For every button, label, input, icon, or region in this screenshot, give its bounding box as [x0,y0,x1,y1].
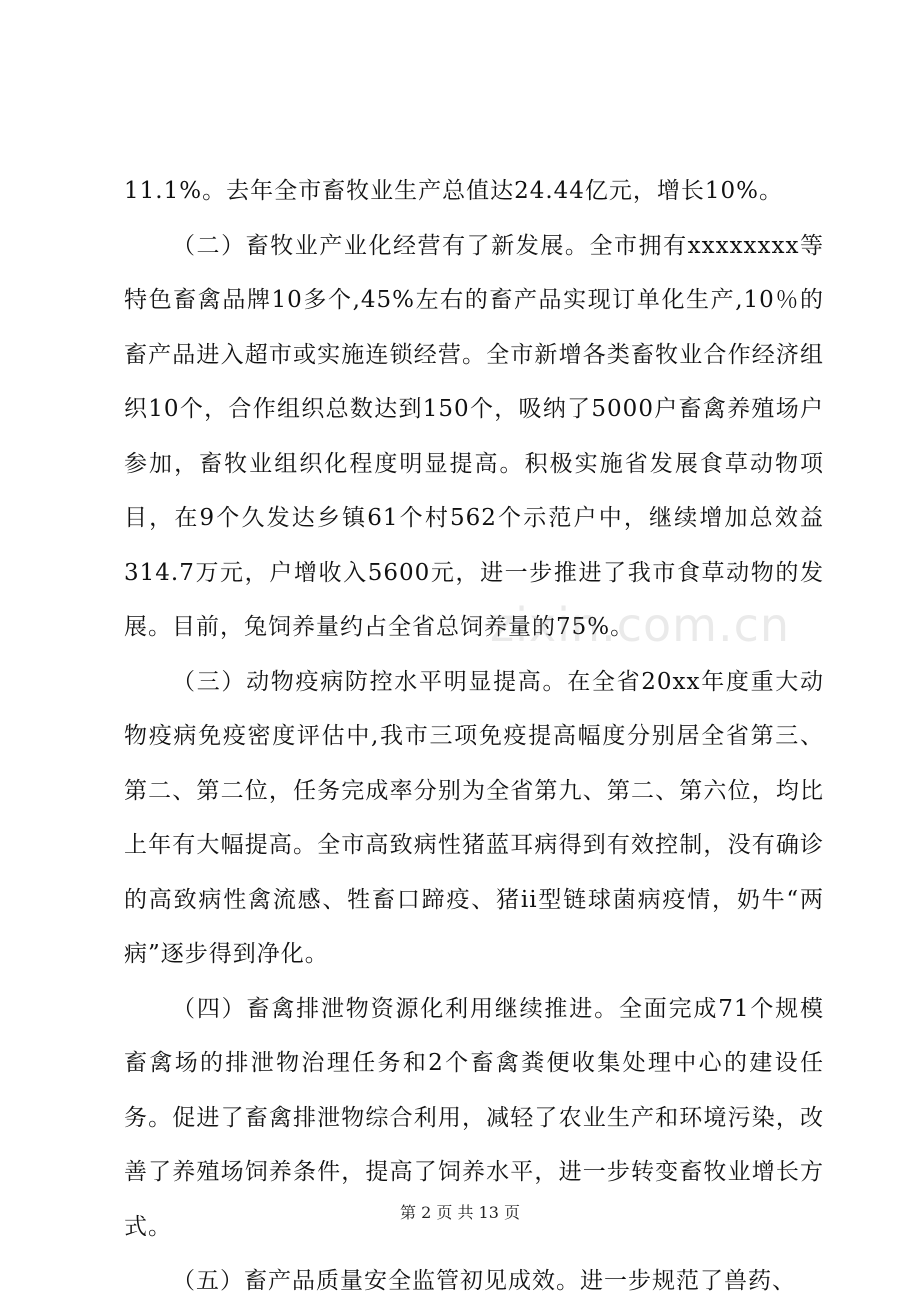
paragraph-section-2: （二）畜牧业产业化经营有了新发展。全市拥有xxxxxxxx等特色畜禽品牌10多个,45%左右的畜产品实现订单化生产,10％的畜产品进入超市或实施连锁经营。全市新增各类畜牧业合作经济组织10个，合作组织总数达到150个，吸纳了5000户畜禽养殖场户参加，畜牧业组织化程度明显提高。积极实施省发展食草动物项目，在9个久发达乡镇61个村562个示范户中，继续增加总效益314.7万元，户增收入5600元，进一步推进了我市食草动物的发展。目前，兔饲养量约占全省总饲养量的75%。 [124,232,824,640]
paragraph-section-3: （三）动物疫病防控水平明显提高。在全省20xx年度重大动物疫病免疫密度评估中,我市三项免疫提高幅度分别居全省第三、第二、第二位，任务完成率分别为全省第九、第二、第六位，均比上年有大幅提高。全市高致病性猪蓝耳病得到有效控制，没有确诊的高致病性禽流感、牲畜口蹄疫、猪ii型链球菌病疫情，奶牛“两病”逐步得到净化。 [124,668,824,967]
document-body [124,164,824,1309]
page-footer: 第 2 页 共 13 页 [400,1203,520,1222]
paragraph-continuation: 11.1%。去年全市畜牧业生产总值达24.44亿元，增长10%。 [124,178,784,204]
paragraph-section-4: （四）畜禽排泄物资源化利用继续推进。全面完成71个规模畜禽场的排泄物治理任务和2个畜禽粪便收集处理中心的建设任务。促进了畜禽排泄物综合利用，减轻了农业生产和环境污染，改善了养殖场饲养条件，提高了饲养水平，进一步转变畜牧业增长方式。 [124,995,824,1240]
watermark: zixin.com.cn [490,598,791,652]
paragraph-section-5: （五）畜产品质量安全监管初见成效。进一步规范了兽药、 [172,1268,796,1294]
